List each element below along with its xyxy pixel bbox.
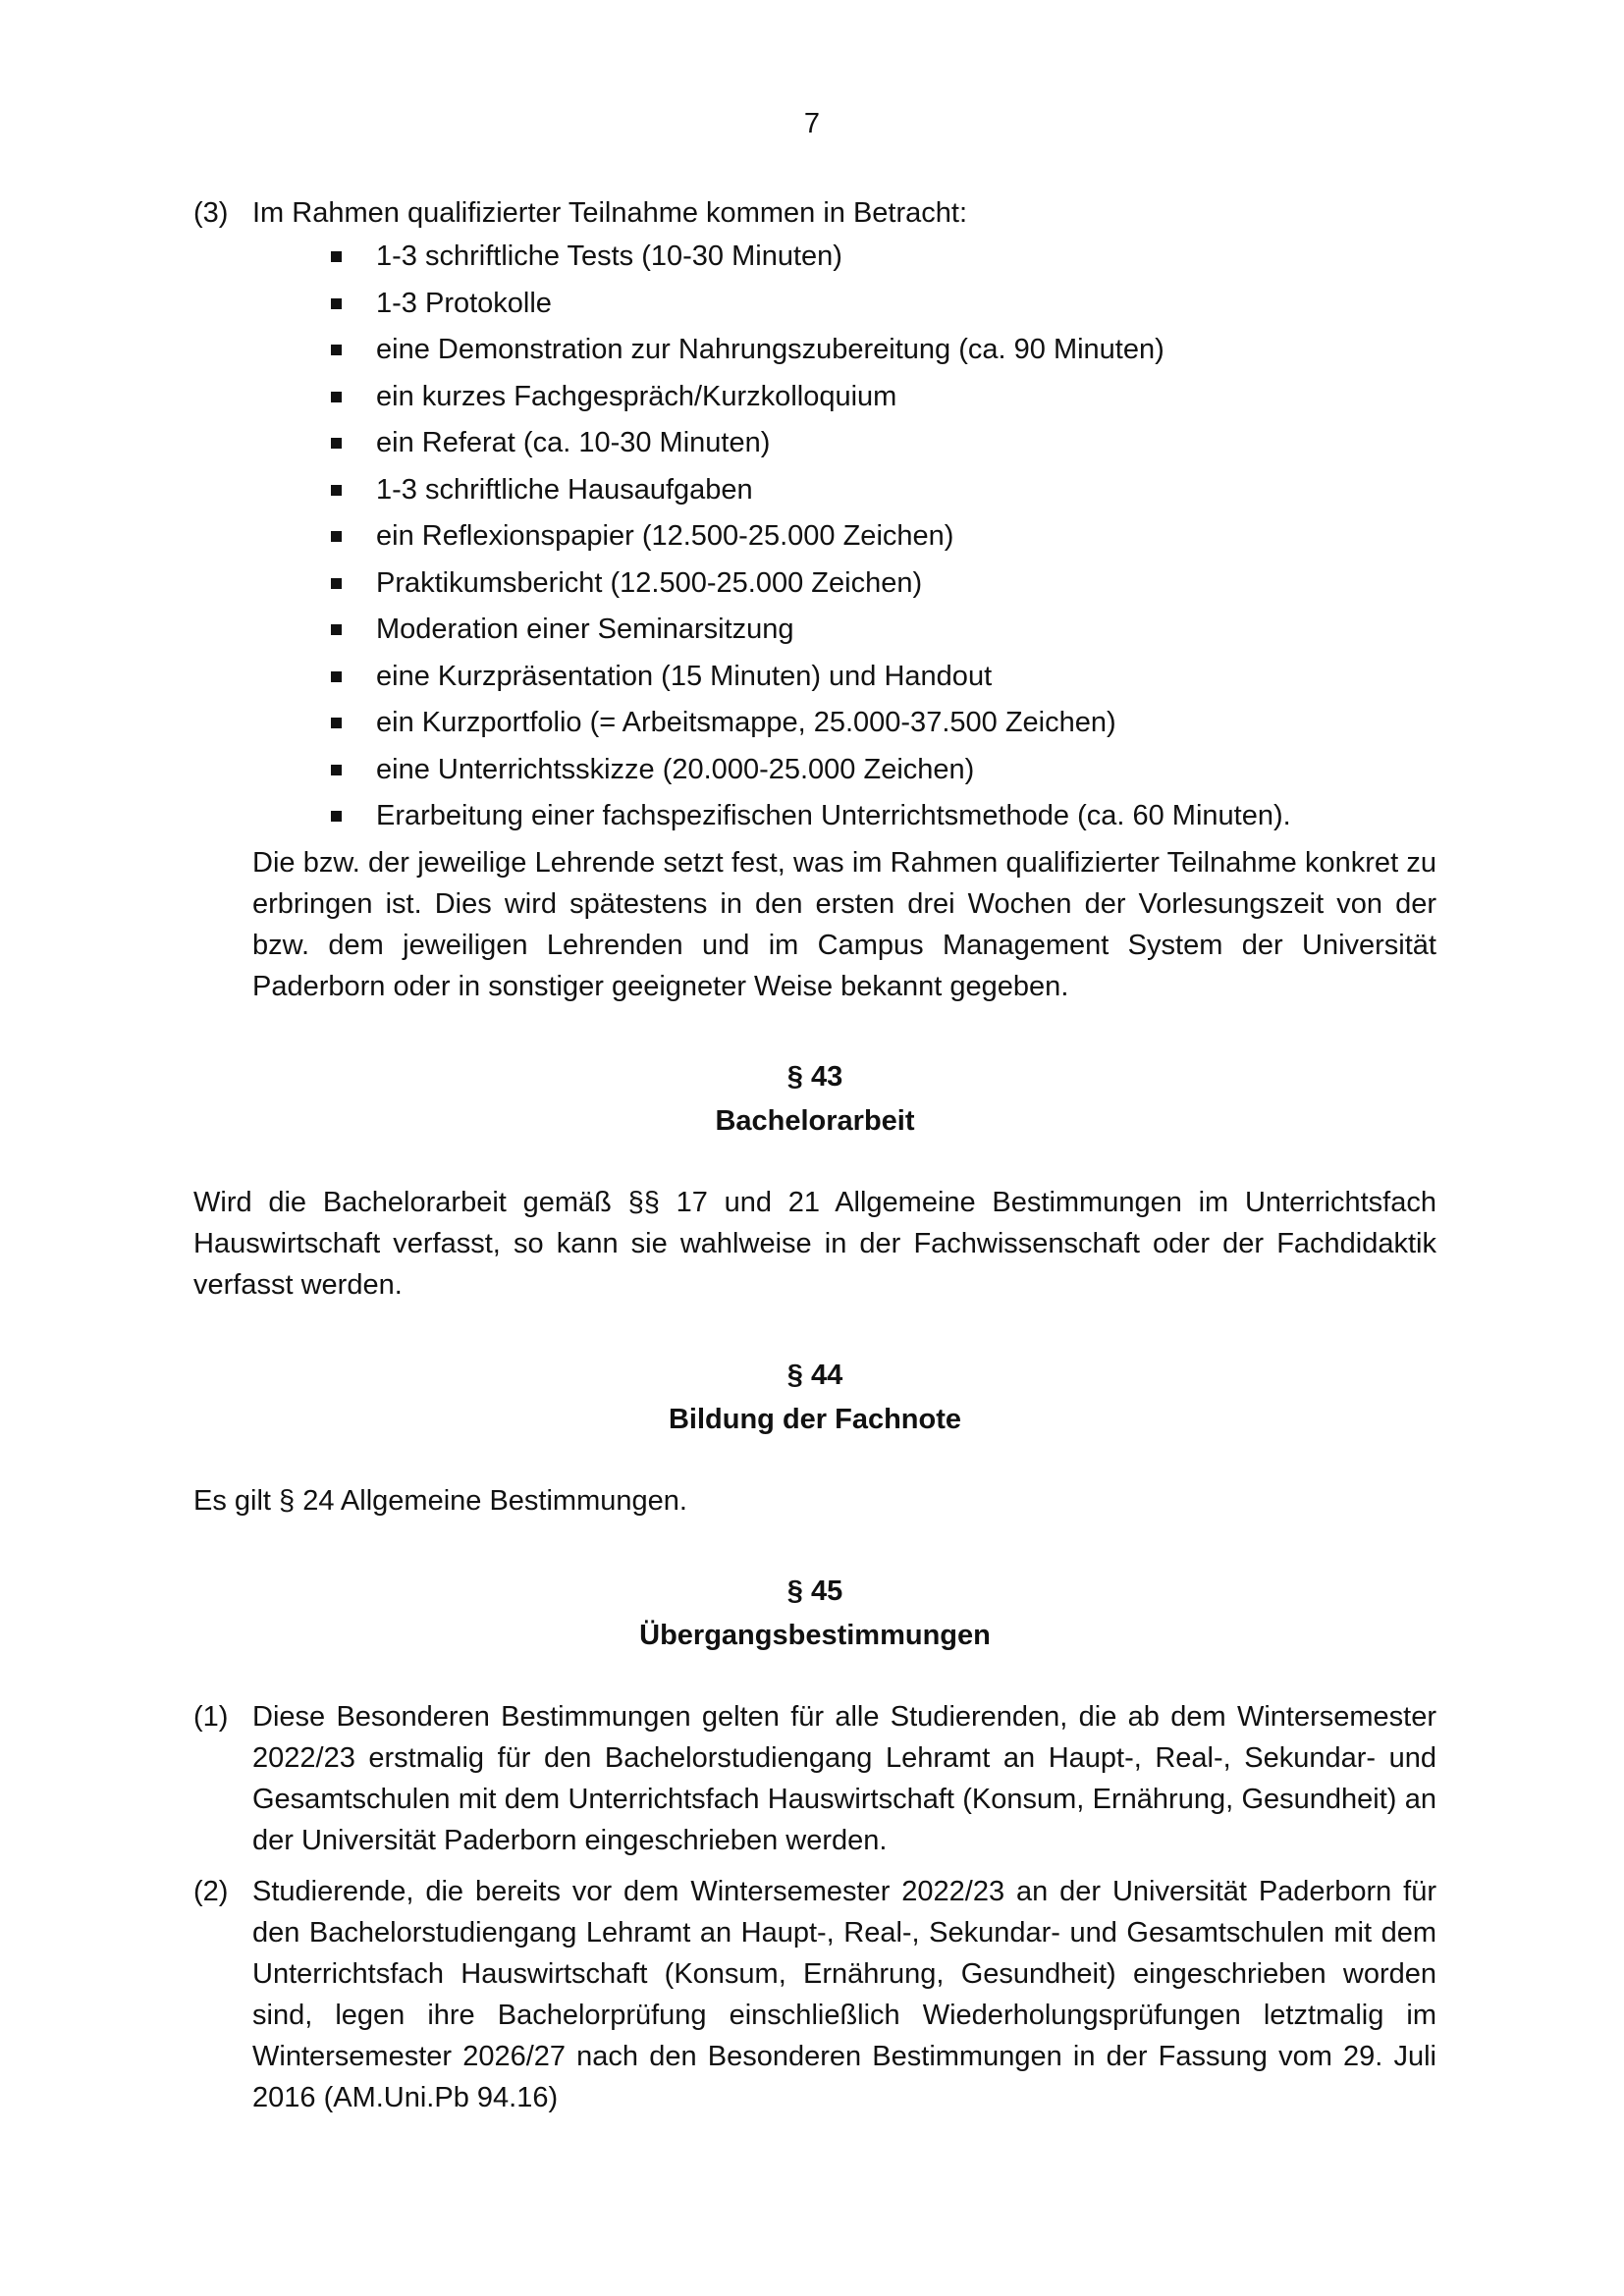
list-item <box>331 654 1436 701</box>
list-item <box>331 420 1436 467</box>
list-item-text: eine Demonstration zur Nahrungszubereitung (ca. 90 Minuten) <box>376 334 1164 365</box>
list-item <box>331 561 1436 608</box>
list-item-text: Erarbeitung einer fachspezifischen Unterrichtsmethode (ca. 60 Minuten). <box>376 800 1291 831</box>
list-item-text: eine Kurzpräsentation (15 Minuten) und Handout <box>376 660 993 692</box>
square-bullet-icon <box>331 531 342 542</box>
paragraph-number: (2) <box>193 1875 229 1907</box>
section-title: Übergangsbestimmungen <box>639 1619 991 1651</box>
list-item <box>331 234 1436 281</box>
square-bullet-icon <box>331 765 342 775</box>
paragraph-closing: Die bzw. der jeweilige Lehrende setzt fest, was im Rahmen qualifizierter Teilnahme konkret zu erbringen ist. Dies wird spätestens in den ersten drei Wochen der Vorlesungszeit von der bzw. dem jeweiligen Lehrenden und im Campus Management System der Universität Paderborn oder in sonstiger geeigneter Weise bekannt gegeben. <box>252 846 1436 1002</box>
list-item-text: 1-3 schriftliche Tests (10-30 Minuten) <box>376 240 842 272</box>
paragraph-number: (3) <box>193 197 229 229</box>
section-number: § 45 <box>786 1575 843 1607</box>
section-43 <box>193 1056 1436 1306</box>
list-item <box>331 513 1436 561</box>
list-item <box>331 374 1436 421</box>
square-bullet-icon <box>331 251 342 262</box>
paragraph-3 <box>193 192 1436 1007</box>
assessment-list <box>252 234 1436 840</box>
transition-paragraph-2 <box>193 1871 1436 2118</box>
page-content <box>193 192 1436 2118</box>
section-text: Wird die Bachelorarbeit gemäß §§ 17 und 21 Allgemeine Bestimmungen im Unterrichtsfach Hauswirtschaft verfasst, so kann sie wahlweise in der Fachwissenschaft oder der Fachdidaktik verfasst werden. <box>193 1186 1436 1301</box>
section-number: § 44 <box>786 1359 843 1391</box>
list-item-text: 1-3 Protokolle <box>376 287 552 319</box>
list-item-text: ein Reflexionspapier (12.500-25.000 Zeichen) <box>376 520 954 552</box>
list-item <box>331 281 1436 328</box>
square-bullet-icon <box>331 811 342 822</box>
list-item <box>331 467 1436 514</box>
square-bullet-icon <box>331 485 342 496</box>
paragraph-intro: Im Rahmen qualifizierter Teilnahme kommen in Betracht: <box>252 197 968 229</box>
paragraph-text: Studierende, die bereits vor dem Wintersemester 2022/23 an der Universität Paderborn für den Bachelorstudiengang Lehramt an Haupt-, Real-, Sekundar- und Gesamtschulen mit dem Unterrichtsfach Hauswirtschaft (Konsum, Ernährung, Gesundheit) eingeschrieben worden sind, legen ihre Bachelorprüfung einschließlich Wiederholungsprüfungen letztmalig im Wintersemester 2026/27 nach den Besonderen Bestimmungen in der Fassung vom 29. Juli 2016 (AM.Uni.Pb 94.16) <box>252 1875 1436 2113</box>
list-item-text: 1-3 schriftliche Hausaufgaben <box>376 473 753 506</box>
list-item-text: eine Unterrichtsskizze (20.000-25.000 Zeichen) <box>376 753 975 785</box>
paragraph-text: Diese Besonderen Bestimmungen gelten für alle Studierenden, die ab dem Wintersemester 2022/23 erstmalig für den Bachelorstudiengang Lehramt an Haupt-, Real-, Sekundar- und Gesamtschulen mit dem Unterrichtsfach Hauswirtschaft (Konsum, Ernährung, Gesundheit) an der Universität Paderborn eingeschrieben werden. <box>252 1700 1436 1856</box>
list-item-text: Moderation einer Seminarsitzung <box>376 614 794 645</box>
square-bullet-icon <box>331 345 342 355</box>
transition-paragraph-1 <box>193 1696 1436 1861</box>
square-bullet-icon <box>331 392 342 402</box>
list-item <box>331 607 1436 654</box>
page-number: 7 <box>803 108 821 139</box>
list-item-text: ein Kurzportfolio (= Arbeitsmappe, 25.000-37.500 Zeichen) <box>376 707 1116 738</box>
section-text: Es gilt § 24 Allgemeine Bestimmungen. <box>193 1484 687 1517</box>
list-item <box>331 793 1436 840</box>
section-title: Bildung der Fachnote <box>668 1403 962 1435</box>
list-item-text: ein Referat (ca. 10-30 Minuten) <box>376 427 771 458</box>
square-bullet-icon <box>331 438 342 449</box>
section-number: § 43 <box>786 1060 843 1093</box>
square-bullet-icon <box>331 298 342 309</box>
square-bullet-icon <box>331 671 342 682</box>
list-item-text: Praktikumsbericht (12.500-25.000 Zeichen) <box>376 566 923 599</box>
section-45 <box>193 1571 1436 2118</box>
square-bullet-icon <box>331 624 342 635</box>
square-bullet-icon <box>331 578 342 589</box>
list-item <box>331 700 1436 747</box>
section-title: Bachelorarbeit <box>715 1104 915 1137</box>
square-bullet-icon <box>331 718 342 728</box>
section-44 <box>193 1355 1436 1522</box>
list-item <box>331 327 1436 374</box>
paragraph-number: (1) <box>193 1700 229 1733</box>
list-item-text: ein kurzes Fachgespräch/Kurzkolloquium <box>376 380 897 412</box>
list-item <box>331 747 1436 794</box>
